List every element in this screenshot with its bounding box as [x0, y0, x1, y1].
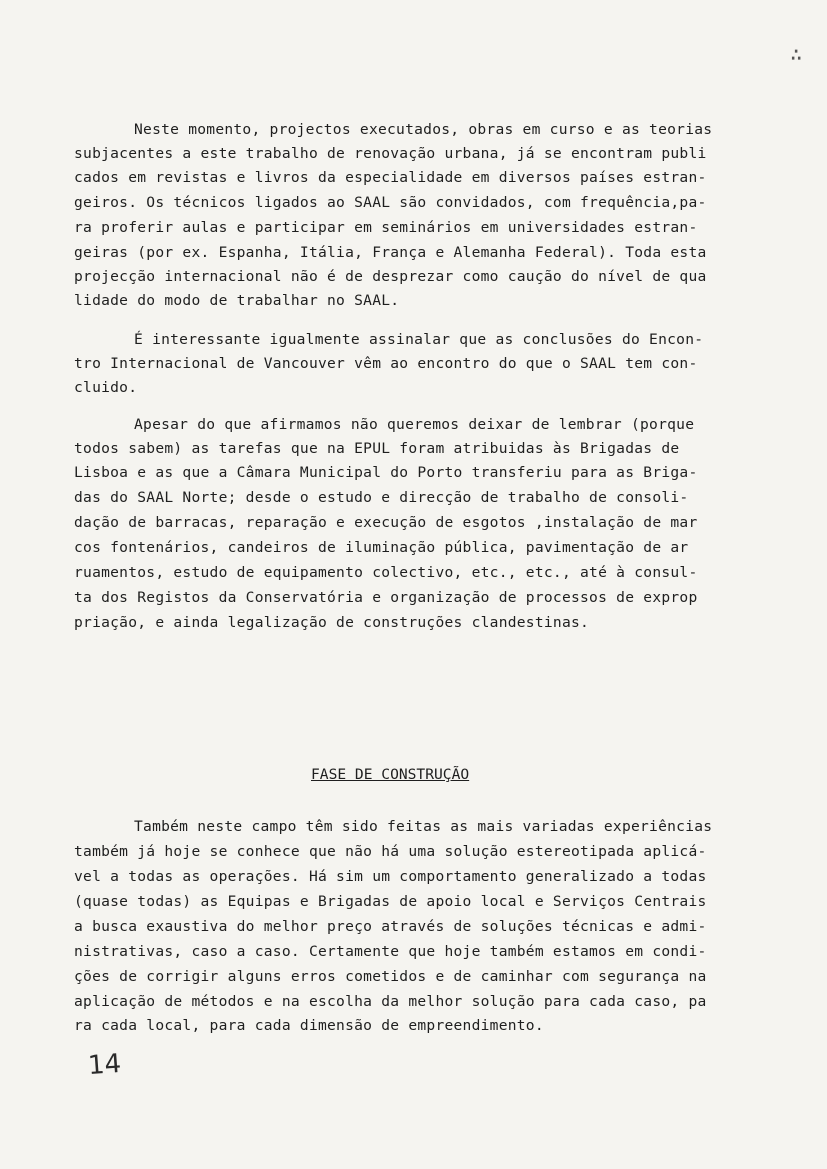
paragraph-3-line-2: todos sabem) as tarefas que na EPUL foram atribuidas às Brigadas de [74, 440, 680, 457]
paragraph-1-line-3: cados em revistas e livros da especialidade em diversos países estran- [74, 169, 707, 186]
paragraph-3-line-4: das do SAAL Norte; desde o estudo e direcção de trabalho de consoli- [74, 489, 689, 506]
paragraph-3-line-3: Lisboa e as que a Câmara Municipal do Porto transferiu para as Briga- [74, 464, 698, 481]
paragraph-1-line-4: geiros. Os técnicos ligados ao SAAL são convidados, com frequência,pa- [74, 194, 707, 211]
paragraph-4-line-3: vel a todas as operações. Há sim um comportamento generalizado a todas [74, 868, 707, 885]
paragraph-4-line-6: nistrativas, caso a caso. Certamente que hoje também estamos em condi- [74, 943, 707, 960]
paragraph-1-line-6: geiras (por ex. Espanha, Itália, França e Alemanha Federal). Toda esta [74, 244, 707, 261]
paragraph-1-line-7: projecção internacional não é de desprezar como caução do nível de qua [74, 268, 707, 285]
page-number: 14 [86, 1048, 123, 1082]
paragraph-2-line-1: É interessante igualmente assinalar que as conclusões do Encon- [134, 331, 704, 348]
paragraph-2-line-2: tro Internacional de Vancouver vêm ao encontro do que o SAAL tem con- [74, 355, 698, 372]
paragraph-1-line-1: Neste momento, projectos executados, obras em curso e as teorias [134, 121, 713, 138]
paragraph-3-line-9: priação, e ainda legalização de construções clandestinas. [74, 614, 590, 631]
paragraph-3-line-1: Apesar do que afirmamos não queremos deixar de lembrar (porque [134, 416, 695, 433]
paragraph-4-line-2: também já hoje se conhece que não há uma solução estereotipada aplicá- [74, 843, 707, 860]
paragraph-4-line-7: ções de corrigir alguns erros cometidos e de caminhar com segurança na [74, 968, 707, 985]
paragraph-1-line-2: subjacentes a este trabalho de renovação urbana, já se encontram publi [74, 145, 707, 162]
paragraph-4-line-4: (quase todas) as Equipas e Brigadas de apoio local e Serviços Centrais [74, 893, 707, 910]
paragraph-2-line-3: cluido. [74, 379, 138, 396]
paragraph-3-line-5: dação de barracas, reparação e execução de esgotos ,instalação de mar [74, 514, 698, 531]
paragraph-4-line-8: aplicação de métodos e na escolha da melhor solução para cada caso, pa [74, 993, 707, 1010]
paragraph-3-line-7: ruamentos, estudo de equipamento colectivo, etc., etc., até à consul- [74, 564, 698, 581]
paragraph-1-line-8: lidade do modo de trabalhar no SAAL. [74, 292, 400, 309]
corner-mark: ∴ [790, 42, 803, 66]
paragraph-4-line-9: ra cada local, para cada dimensão de empreendimento. [74, 1017, 544, 1034]
paragraph-4-line-1: Também neste campo têm sido feitas as mais variadas experiências [134, 818, 713, 835]
paragraph-4-line-5: a busca exaustiva do melhor preço através de soluções técnicas e admi- [74, 918, 707, 935]
section-heading: FASE DE CONSTRUÇÃO [311, 766, 470, 783]
paragraph-1-line-5: ra proferir aulas e participar em seminários em universidades estran- [74, 219, 698, 236]
paragraph-3-line-8: ta dos Registos da Conservatória e organização de processos de exprop [74, 589, 698, 606]
paragraph-3-line-6: cos fontenários, candeiros de iluminação pública, pavimentação de ar [74, 539, 689, 556]
